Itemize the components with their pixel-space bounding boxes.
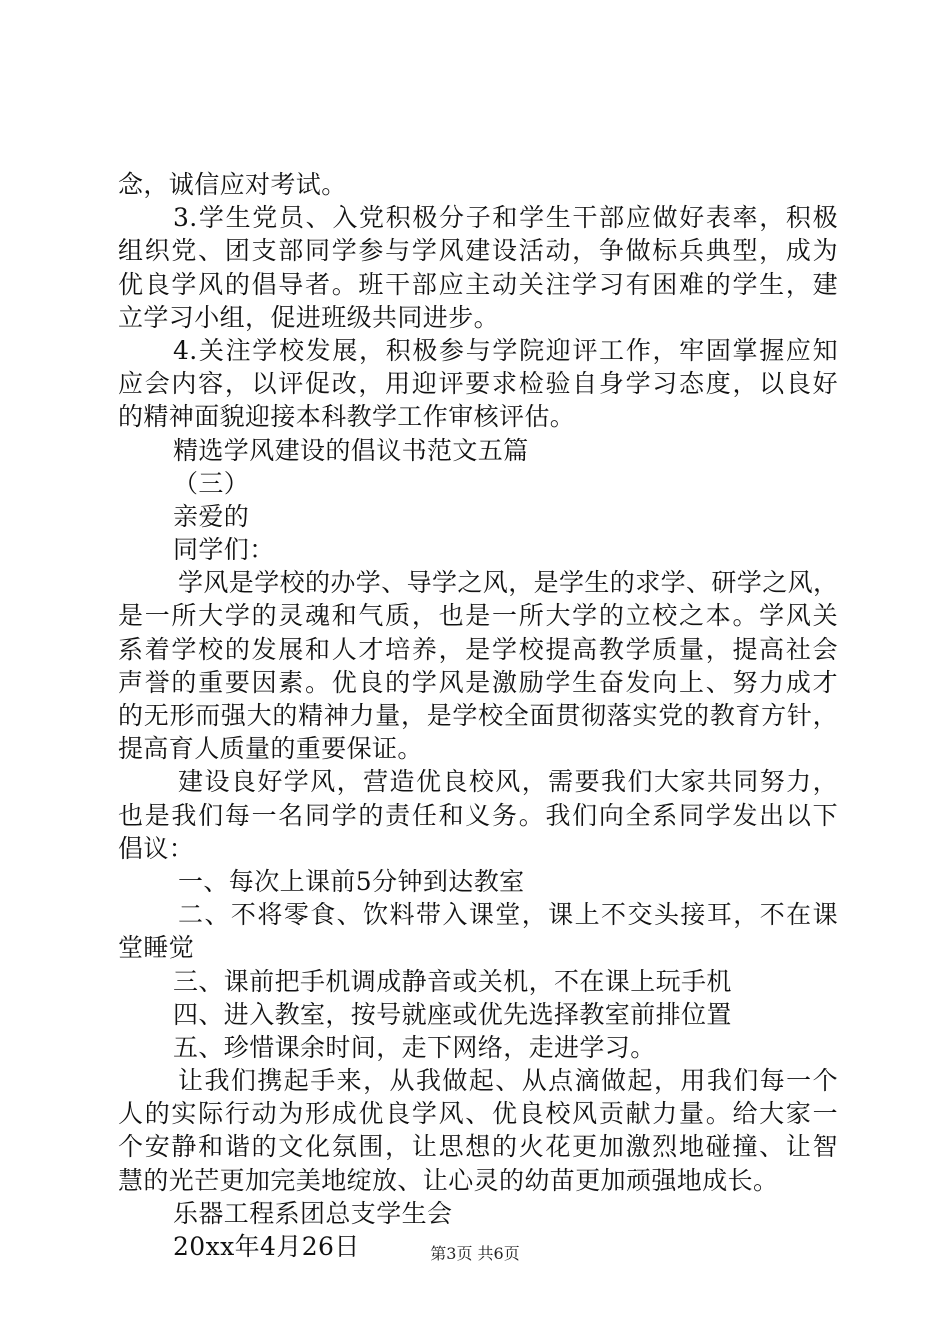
salutation: 亲爱的 — [173, 501, 250, 531]
para-line: 学风是学校的办学、导学之风，是学生的求学、研学之风， — [178, 568, 839, 598]
date: 20xx年4月26日 — [173, 1232, 360, 1261]
section-number: （三） — [173, 468, 250, 498]
para-line: 的精神面貌迎接本科教学工作审核评估。 — [118, 402, 576, 432]
list-item: 三、课前把手机调成静音或关机，不在课上玩手机 — [173, 966, 732, 996]
para-line: 让我们携起手来，从我做起、从点滴做起，用我们每一个 — [178, 1066, 838, 1096]
salutation: 同学们： — [173, 535, 275, 565]
para-line: 立学习小组，促进班级共同进步。 — [118, 302, 500, 332]
para-line: 组织党、团支部同学参与学风建设活动，争做标兵典型，成为 — [118, 236, 838, 266]
para-line: 念，诚信应对考试。 — [118, 170, 347, 199]
list-item: 堂睡觉 — [118, 933, 195, 963]
para-line: 的无形而强大的精神力量，是学校全面贯彻落实党的教育方针， — [118, 701, 838, 730]
para-line: 提高育人质量的重要保证。 — [118, 734, 423, 764]
list-item: 二、不将零食、饮料带入课堂，课上不交头接耳，不在课 — [178, 900, 838, 930]
para-line: 应会内容，以评促改，用迎评要求检验自身学习态度，以良好 — [118, 369, 838, 399]
document-body — [118, 168, 838, 1263]
page-footer: 第3页 共6页 — [430, 1244, 520, 1263]
para-line: 慧的光芒更加完美地绽放、让心灵的幼苗更加顽强地成长。 — [118, 1165, 779, 1195]
para-line: 优良学风的倡导者。班干部应主动关注学习有困难的学生，建 — [118, 269, 838, 299]
list-item: 四、进入教室，按号就座或优先选择教室前排位置 — [173, 999, 732, 1029]
para-line: 声誉的重要因素。优良的学风是激励学生奋发向上、努力成才 — [118, 667, 838, 697]
para-line: 人的实际行动为形成优良学风、优良校风贡献力量。给大家一 — [118, 1099, 838, 1129]
para-line: 是一所大学的灵魂和气质，也是一所大学的立校之本。学风关 — [118, 601, 838, 631]
para-line: 系着学校的发展和人才培养，是学校提高教学质量，提高社会 — [118, 634, 838, 664]
section-title: 精选学风建设的倡议书范文五篇 — [173, 435, 529, 465]
list-item: 一、每次上课前5分钟到达教室 — [178, 866, 525, 896]
para-line: 也是我们每一名同学的责任和义务。我们向全系同学发出以下 — [118, 800, 838, 830]
para-line: 3.学生党员、入党积极分子和学生干部应做好表率，积极 — [173, 203, 838, 233]
list-item: 五、珍惜课余时间，走下网络，走进学习。 — [173, 1032, 656, 1062]
para-line: 建设良好学风，营造优良校风，需要我们大家共同努力， — [178, 767, 838, 797]
para-line: 4.关注学校发展，积极参与学院迎评工作，牢固掌握应知 — [173, 335, 838, 365]
para-line: 个安静和谐的文化氛围，让思想的火花更加激烈地碰撞、让智 — [118, 1132, 838, 1162]
signature: 乐器工程系团总支学生会 — [173, 1198, 453, 1228]
para-line: 倡议： — [118, 833, 195, 863]
